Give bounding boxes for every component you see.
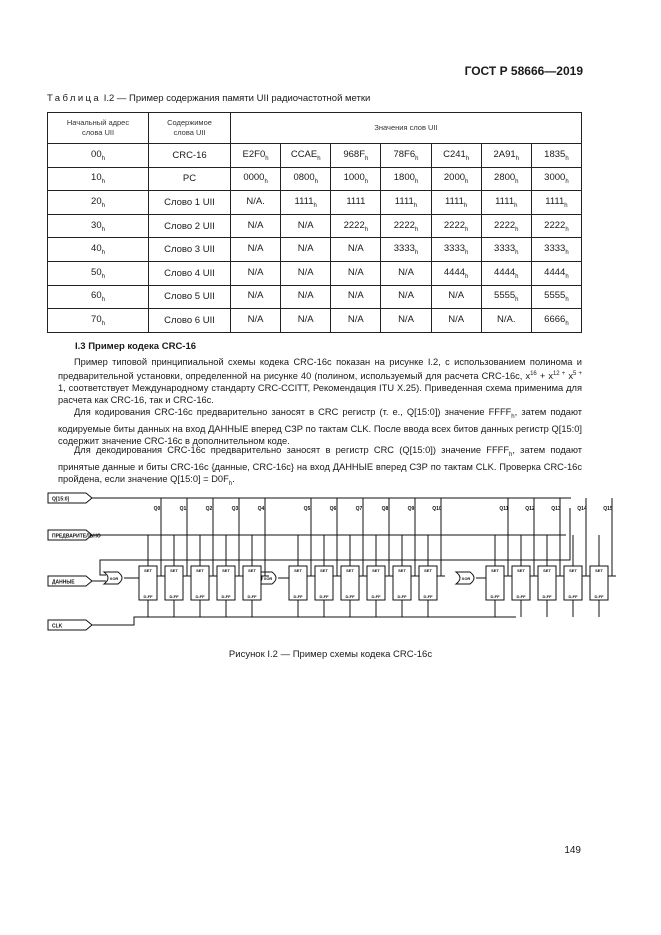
cell-value: $968F_h$: [331, 144, 381, 168]
cell-content: Слово 3 UII: [149, 238, 231, 262]
ff-dff-label: D-FF: [221, 594, 231, 599]
cell-value: $2000_h$: [431, 167, 481, 191]
ff-set-label: SET: [144, 568, 152, 573]
cell-value: $2222_h$: [481, 214, 531, 238]
p3-sub: h: [509, 451, 513, 458]
table-row: [48, 285, 582, 309]
p3-text-b: , затем подают принятые данные и биты CRC-16c {данные, CRC-16c} на вход ДАННЫЕ вперед СЗР по тактам CLK. Проверка CRC-16c пройдена, если значение Q[15:0] = D0F: [58, 445, 582, 484]
paragraph-3: [58, 444, 582, 490]
cell-value: $5555_h$: [481, 285, 531, 309]
q-bit-label: Q5: [303, 506, 311, 512]
clk-input-label: CLK: [52, 623, 63, 630]
p3-text-c: .: [232, 473, 235, 484]
ff-dff-label: D-FF: [319, 594, 329, 599]
ff-dff-label: D-FF: [594, 594, 604, 599]
cell-value: N/A: [281, 261, 331, 285]
cell-content: PC: [149, 167, 231, 191]
p1-text-c: x: [565, 371, 573, 382]
ff-set-label: SET: [294, 568, 302, 573]
cell-value: $1111_h$: [431, 191, 481, 215]
feedback-line: [100, 508, 570, 575]
q-bit-label: Q7: [355, 506, 363, 512]
xor-label: XOR: [263, 576, 273, 581]
q-output-label: Q[15:0]: [52, 496, 70, 503]
ff-set-label: SET: [372, 568, 380, 573]
cell-value: $E2F0_h$: [231, 144, 281, 168]
ff-set-label: SET: [595, 568, 603, 573]
ff-set-label: SET: [346, 568, 354, 573]
table-row: [48, 309, 582, 333]
p2-sub: h: [511, 413, 515, 420]
ff-dff-label: D-FF: [423, 594, 433, 599]
table-row: [48, 261, 582, 285]
cell-value: $C241_h$: [431, 144, 481, 168]
cell-value: $0800_h$: [281, 167, 331, 191]
cell-value: N/A.: [231, 191, 281, 215]
cell-value: N/A.: [481, 309, 531, 333]
cell-value: $2222_h$: [531, 214, 581, 238]
ff-set-label: SET: [398, 568, 406, 573]
cell-address: $00_h$: [48, 144, 149, 168]
paragraph-1: [58, 356, 582, 406]
table-row: [48, 214, 582, 238]
cell-content: Слово 1 UII: [149, 191, 231, 215]
ff-dff-label: D-FF: [490, 594, 500, 599]
cell-value: $4444_h$: [531, 261, 581, 285]
q-bit-label: Q0: [153, 506, 161, 512]
cell-value: N/A: [281, 238, 331, 262]
ff-set-label: SET: [491, 568, 499, 573]
cell-value: N/A: [231, 309, 281, 333]
ff-dff-label: D-FF: [345, 594, 355, 599]
cell-value: $4444_h$: [431, 261, 481, 285]
p1-exp-16: 16: [530, 371, 537, 377]
q-bit-label: Q12: [525, 506, 535, 512]
ff-set-label: SET: [248, 568, 256, 573]
cell-value: N/A: [331, 285, 381, 309]
table-caption-word: Таблица: [47, 93, 102, 104]
ff-dff-label: D-FF: [542, 594, 552, 599]
section-title: I.3 Пример кодека CRC-16: [75, 341, 197, 352]
q-bit-label: Q15: [603, 506, 613, 512]
cell-value: $2222_h$: [331, 214, 381, 238]
cell-value: $3000_h$: [531, 167, 581, 191]
cell-value: $1800_h$: [381, 167, 431, 191]
table-row: [48, 144, 582, 168]
table-row: [48, 167, 582, 191]
q-bit-label: Q2: [205, 506, 213, 512]
table-header-row: [48, 113, 582, 144]
data-input-label: ДАННЫЕ: [52, 579, 75, 586]
q-bit-label: Q3: [231, 506, 239, 512]
cell-content: Слово 6 UII: [149, 309, 231, 333]
cell-value: $4444_h$: [481, 261, 531, 285]
cell-value: N/A: [281, 309, 331, 333]
q-bit-label: Q10: [432, 506, 442, 512]
cell-content: Слово 4 UII: [149, 261, 231, 285]
ff-set-label: SET: [222, 568, 230, 573]
cell-address: $20_h$: [48, 191, 149, 215]
q-bit-label: Q13: [551, 506, 561, 512]
q-bit-label: Q4: [257, 506, 265, 512]
ff-dff-label: D-FF: [247, 594, 257, 599]
p2-text-b: , затем подают кодируемые биты данных на вход ДАННЫЕ вперед СЗР по тактам CLK. После ввода всех битов данных регистр Q[15:0] содержит значение CRC-16c в дополнительном коде.: [58, 407, 582, 446]
clk-line: [92, 617, 516, 625]
q-bit-label: Q11: [499, 506, 509, 512]
standard-header: ГОСТ Р 58666—2019: [464, 64, 583, 78]
ff-set-label: SET: [543, 568, 551, 573]
cell-value: $0000_h$: [231, 167, 281, 191]
ff-set-label: SET: [196, 568, 204, 573]
q-bit-label: Q14: [577, 506, 587, 512]
cell-value: $78F6_h$: [381, 144, 431, 168]
cell-value: $1835_h$: [531, 144, 581, 168]
cell-address: $40_h$: [48, 238, 149, 262]
cell-value: N/A: [231, 285, 281, 309]
ff-set-label: SET: [320, 568, 328, 573]
cell-value: $2222_h$: [431, 214, 481, 238]
page-number: 149: [564, 845, 581, 856]
cell-value: $1111_h$: [281, 191, 331, 215]
cell-value: $1111_h$: [481, 191, 531, 215]
cell-value: N/A: [231, 238, 281, 262]
cell-value: $2A91_h$: [481, 144, 531, 168]
table-row: [48, 238, 582, 262]
cell-value: N/A: [331, 238, 381, 262]
cell-value: N/A: [331, 261, 381, 285]
preset-input-label: ПРЕДВАРИТЕЛЬНО: [52, 533, 101, 540]
cell-value: N/A: [381, 309, 431, 333]
cell-value: N/A: [431, 285, 481, 309]
p1-text-d: 1, соответствует Международному стандарту CRC-CCITT, Рекомендация ITU X.25). Приведенная схема применима для расчета как CRC-16, так и CRC-16c.: [58, 383, 582, 406]
p3-sub-2: h: [228, 480, 233, 487]
ff-set-label: SET: [170, 568, 178, 573]
ff-set-label: SET: [424, 568, 432, 573]
cell-value: $1111_h$: [531, 191, 581, 215]
cell-value: N/A: [381, 261, 431, 285]
cell-address: $70_h$: [48, 309, 149, 333]
q-bit-label: Q1: [179, 506, 187, 512]
ff-set-label: SET: [517, 568, 525, 573]
cell-content: Слово 2 UII: [149, 214, 231, 238]
cell-value: N/A: [281, 285, 331, 309]
cell-address: $10_h$: [48, 167, 149, 191]
cell-value: $5555_h$: [531, 285, 581, 309]
table-caption: [47, 93, 370, 104]
cell-value: $3333_h$: [381, 238, 431, 262]
cell-value: $3333_h$: [531, 238, 581, 262]
p3-text-a: Для декодирования CRC-16c предварительно заносят в регистр CRC (Q[15:0]) значение FFFF: [74, 445, 510, 455]
cell-value: N/A: [281, 214, 331, 238]
cell-value: $CCAE_h$: [281, 144, 331, 168]
cell-value: $2800_h$: [481, 167, 531, 191]
ff-dff-label: D-FF: [516, 594, 526, 599]
cell-address: $50_h$: [48, 261, 149, 285]
ff-dff-label: D-FF: [568, 594, 578, 599]
p2-text-a: Для кодирования CRC-16c предварительно заносят в CRC регистр (т. е., Q[15:0]) значение FFFF: [74, 407, 512, 417]
table-caption-text: I.2 — Пример содержания памяти UII радиочастотной метки: [101, 93, 371, 104]
ff-set-label: SET: [569, 568, 577, 573]
p1-text-b: + x: [536, 371, 553, 382]
q-bit-label: Q6: [329, 506, 337, 512]
ff-dff-label: D-FF: [371, 594, 381, 599]
cell-value: N/A: [231, 261, 281, 285]
paragraph-2: [58, 406, 582, 447]
uii-memory-table: [47, 112, 582, 333]
ff-dff-label: D-FF: [293, 594, 303, 599]
header-address: Начальный адрес слова UII: [48, 113, 149, 144]
cell-value: N/A: [231, 214, 281, 238]
p1-exp-12: 12 +: [552, 371, 566, 377]
crc-codec-circuit-diagram: [46, 490, 613, 640]
cell-value: 1111: [331, 191, 381, 215]
ff-dff-label: D-FF: [143, 594, 153, 599]
q-bit-label: Q8: [381, 506, 389, 512]
cell-value: N/A: [381, 285, 431, 309]
table-row: [48, 191, 582, 215]
figure-caption: Рисунок I.2 — Пример схемы кодека CRC-16c: [228, 649, 433, 660]
ff-dff-label: D-FF: [195, 594, 205, 599]
cell-content: Слово 5 UII: [149, 285, 231, 309]
cell-value: N/A: [331, 309, 381, 333]
cell-address: $60_h$: [48, 285, 149, 309]
ff-dff-label: D-FF: [169, 594, 179, 599]
header-values: Значения слов UII: [231, 113, 582, 144]
xor-label: XOR: [109, 576, 119, 581]
cell-address: $30_h$: [48, 214, 149, 238]
cell-value: $1000_h$: [331, 167, 381, 191]
cell-value: $2222_h$: [381, 214, 431, 238]
cell-value: N/A: [431, 309, 481, 333]
p1-exp-5: 5 +: [573, 371, 582, 377]
ff-dff-label: D-FF: [397, 594, 407, 599]
cell-value: $6666_h$: [531, 309, 581, 333]
xor-label: XOR: [461, 576, 471, 581]
cell-value: $3333_h$: [431, 238, 481, 262]
p1-text-a: Пример типовой принципиальной схемы кодека CRC-16c показан на рисунке I.2, с использованием полинома и предварительной установки, определенной на рисунке 40 (полином, используемый для расчета CRC-16c, x: [58, 357, 582, 382]
cell-value: $1111_h$: [381, 191, 431, 215]
cell-content: CRC-16: [149, 144, 231, 168]
cell-value: $3333_h$: [481, 238, 531, 262]
q-bit-label: Q9: [407, 506, 415, 512]
header-content: Содержимое слова UII: [149, 113, 231, 144]
